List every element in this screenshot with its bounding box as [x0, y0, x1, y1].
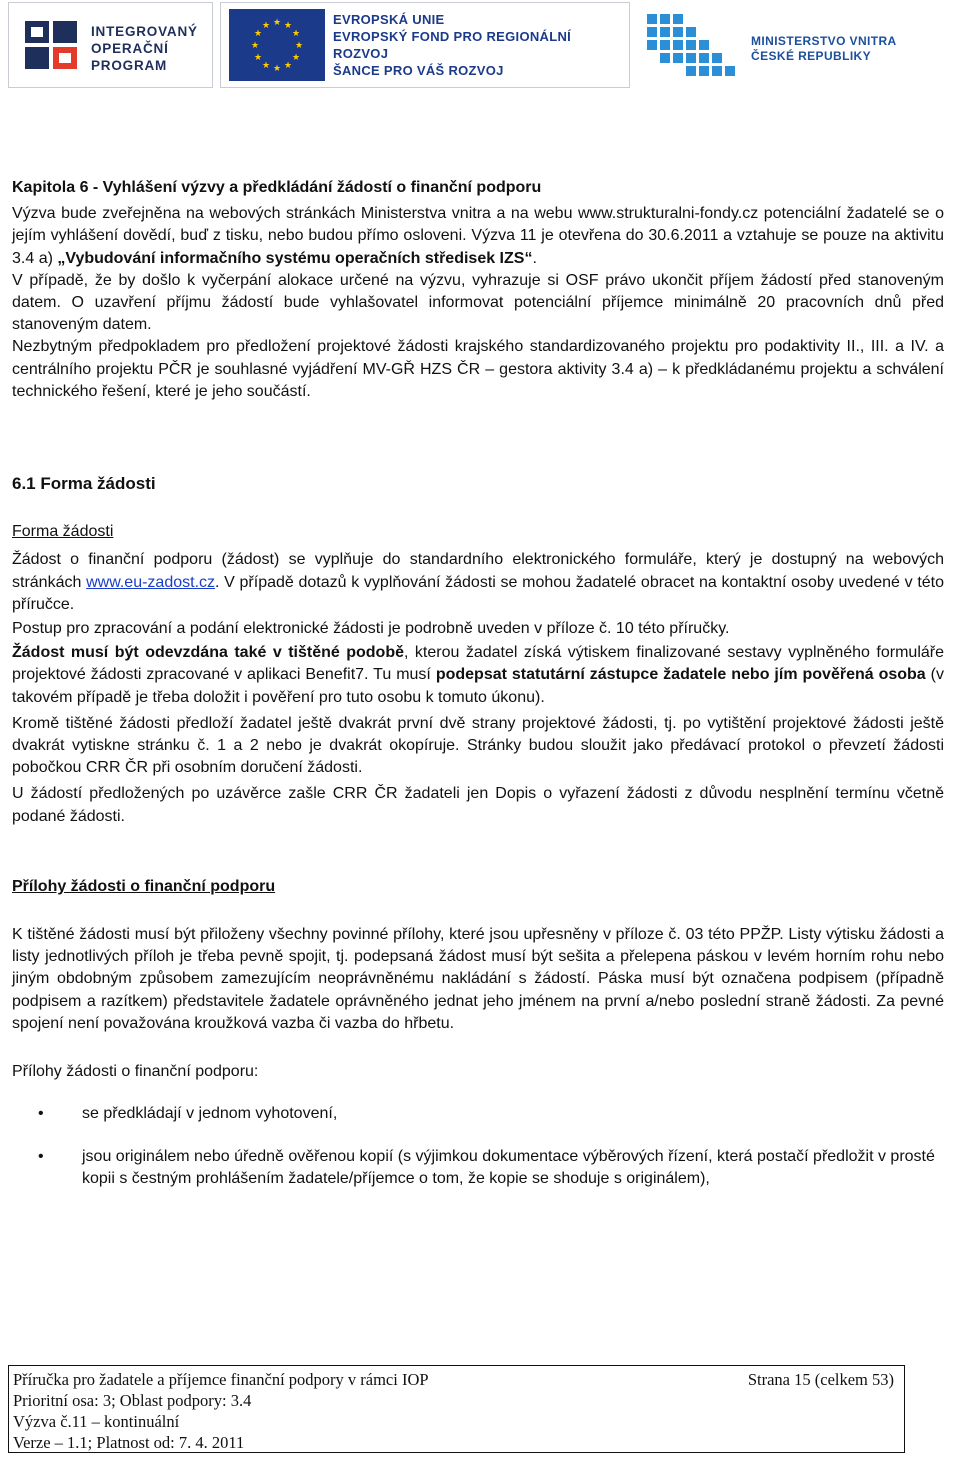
chapter-p2-text-a: V případě, že by došlo k vyčerpání alokace určené na výzvu, vyhrazuje si OSF právo ukončit příjem žádostí před stanoveným datem.: [12, 271, 944, 312]
forma-paragraph-4: Kromě tištěné žádosti předloží žadatel ještě dvakrát první dvě strany projektové žádosti, tj. po vytištění projektové žádosti ještě dvakrát vytiskne stránku č. 1 a 2 nebo je dvakrát okopíruje. Stránky budou sloužit jako předávací protokol o převzetí žádosti pobočkou CRR ČR při osobním doručení žádosti.: [12, 714, 944, 777]
forma-p1-text-b: . V případě dotazů k vyplňování žádosti se mohou žadatelé obracet na kontaktní osoby uvedené v této příručce.: [12, 573, 945, 613]
bullet-icon: •: [38, 1147, 44, 1165]
forma-p3-bold-1: Žádost musí být odevzdána také v tištěné podobě: [12, 644, 405, 662]
eu-logo: [220, 2, 630, 88]
svg-text:★: ★: [261, 61, 271, 71]
chapter-heading: Kapitola 6 - Vyhlášení výzvy a předkládání žádostí o finanční podporu: [12, 179, 542, 196]
chapter-paragraph-2: [12, 270, 944, 337]
mv-line-1: MINISTERSTVO VNITRA: [751, 34, 897, 48]
iop-line-2: OPERAČNÍ: [91, 41, 169, 56]
bullet-icon: •: [38, 1105, 44, 1123]
iop-logo: [8, 2, 213, 88]
attachments-list-intro: Přílohy žádosti o finanční podporu:: [12, 1063, 259, 1081]
eu-line-2: EVROPSKÝ FOND PRO REGIONÁLNÍ ROZVOJ: [333, 29, 572, 61]
iop-logo-text: [91, 23, 198, 74]
svg-text:★: ★: [261, 21, 271, 31]
chapter-p1-text: Výzva bude zveřejněna na webových stránkách Ministerstva vnitra a na webu www.strukturalni-fondy.cz potenciální žadatelé se o jejím vyhlášení dovědí, buď z tisku, nebo budou přímo osloveni. Výzva 11 je otevřena do 30.6.2011 a vztahuje se pouze na aktivitu 3.4 a): [12, 205, 944, 267]
chapter-paragraph-3: Nezbytným předpokladem pro předložení projektové žádosti krajského standardizovaného projektu pro podaktivity II., III. a IV. a centrálního projektu PČR je souhlasné vyjádření MV-GŘ HZS ČR – gestora aktivity 3.4 a) – k předkládanému projektu a schválení technického řešení, které je jeho součástí.: [12, 338, 944, 400]
eu-logo-text: [333, 11, 629, 79]
footer-line-2: Prioritní osa: 3; Oblast podpory: 3.4: [13, 1391, 252, 1410]
forma-paragraph-5: U žádostí předložených po uzávěrce zašle CRR ČR žadateli jen Dopis o vyřazení žádosti z důvodu nesplnění termínu včetně podané žádosti.: [12, 785, 944, 825]
footer-line-1: Příručka pro žadatele a příjemce finanční podpory v rámci IOP: [13, 1370, 429, 1389]
attachments-list: [12, 1103, 944, 1190]
forma-p3-text-b: (v takovém případě je třeba doložit i pověření pro tuto osobu k tomuto úkonu).: [12, 666, 944, 706]
forma-p3-text-a: , kterou žadatel získá výtiskem finalizované sestavy vyplněného formuláře projektové žádosti zpracované v aplikaci Benefit7. Tu musí: [12, 644, 944, 684]
attachments-paragraph: K tištěné žádosti musí být přiloženy všechny povinné přílohy, které jsou upřesněny v příloze č. 03 této PPŽP. Listy výtisku žádosti a listy jednotlivých příloh je třeba pevně spojit, tj. podepsaná žádost musí být sešita a přelepena páskou v levém horním rohu nebo jiným obdobným způsobem zamezujícím neoprávněnému nakládání s žádostí. Páska musí být označena podpisem (případně podpisem a razítkem) představitele žadatele oprávněného jednat jeho jménem na první a/nebo poslední straně žádosti. Za pevné spojení není považována kroužková vazba či vazba do hřbetu.: [12, 926, 944, 1032]
forma-p1-text-a: Žádost o finanční podporu (žádost) se vyplňuje do standardního elektronického formuláře, který je dostupný na webových stránkách: [12, 551, 944, 591]
svg-text:★: ★: [272, 18, 282, 28]
attachments-heading: Přílohy žádosti o finanční podporu: [12, 877, 276, 895]
mv-mark-icon: [647, 14, 743, 80]
chapter-p1-end: .: [532, 249, 537, 267]
svg-text:★: ★: [253, 29, 263, 39]
document-body: [12, 177, 944, 1210]
svg-text:★: ★: [291, 29, 301, 39]
footer-line-3: Výzva č.11 – kontinuální: [13, 1412, 180, 1431]
svg-text:★: ★: [250, 41, 260, 51]
mv-line-2: ČESKÉ REPUBLIKY: [751, 49, 872, 63]
iop-line-1: INTEGROVANÝ: [91, 24, 198, 39]
footer-line-4: Verze – 1.1; Platnost od: 7. 4. 2011: [13, 1433, 245, 1452]
svg-text:★: ★: [294, 41, 304, 51]
iop-line-3: PROGRAM: [91, 58, 168, 73]
list-item-text: se předkládají v jednom vyhotovení,: [82, 1105, 338, 1123]
forma-paragraph-3: [12, 642, 944, 709]
forma-paragraph-2: Postup pro zpracování a podání elektronické žádosti je podrobně uveden v příloze č. 10 této příručky.: [12, 620, 730, 638]
chapter-p2-text-b: O uzavření příjmu žádostí bude vyhlašovatel informovat potenciální příjemce minimálně 20 pracovních dnů před stanoveným datem.: [12, 294, 945, 334]
svg-text:★: ★: [291, 53, 301, 63]
mv-logo-text: [751, 34, 897, 64]
svg-text:★: ★: [283, 61, 293, 71]
activity-name: „Vybudování informačního systému operačních středisek IZS“: [57, 249, 533, 267]
list-item: [12, 1103, 944, 1125]
iop-mark-icon: [25, 21, 81, 71]
section-heading-6-1: 6.1 Forma žádosti: [12, 474, 156, 494]
list-item: [12, 1146, 944, 1190]
svg-text:★: ★: [253, 53, 263, 63]
eu-line-1: EVROPSKÁ UNIE: [333, 12, 445, 27]
mv-logo: [637, 2, 955, 88]
svg-text:★: ★: [272, 64, 282, 74]
subsection-heading-forma: Forma žádosti: [12, 523, 114, 541]
svg-text:★: ★: [283, 21, 293, 31]
eu-line-3: ŠANCE PRO VÁŠ ROZVOJ: [333, 63, 504, 78]
forma-p3-bold-2: podepsat statutární zástupce žadatele nebo jím pověřená osoba: [435, 666, 926, 684]
page-footer: [8, 1365, 905, 1453]
list-item-text: jsou originálem nebo úředně ověřenou kopií (s výjimkou dokumentace výběrových řízení, která postačí předložit v prosté kopii s čestným prohlášením žadatele/příjemce o tom, že kopie se shoduje s originálem),: [82, 1147, 935, 1187]
eu-zadost-link[interactable]: www.eu-zadost.cz: [86, 573, 216, 591]
logo-header: [0, 0, 960, 92]
page-number: Strana 15 (celkem 53): [747, 1370, 894, 1389]
forma-paragraph-1: [12, 549, 944, 616]
eu-flag-icon: [229, 9, 325, 81]
chapter-paragraph-1: [12, 203, 944, 270]
